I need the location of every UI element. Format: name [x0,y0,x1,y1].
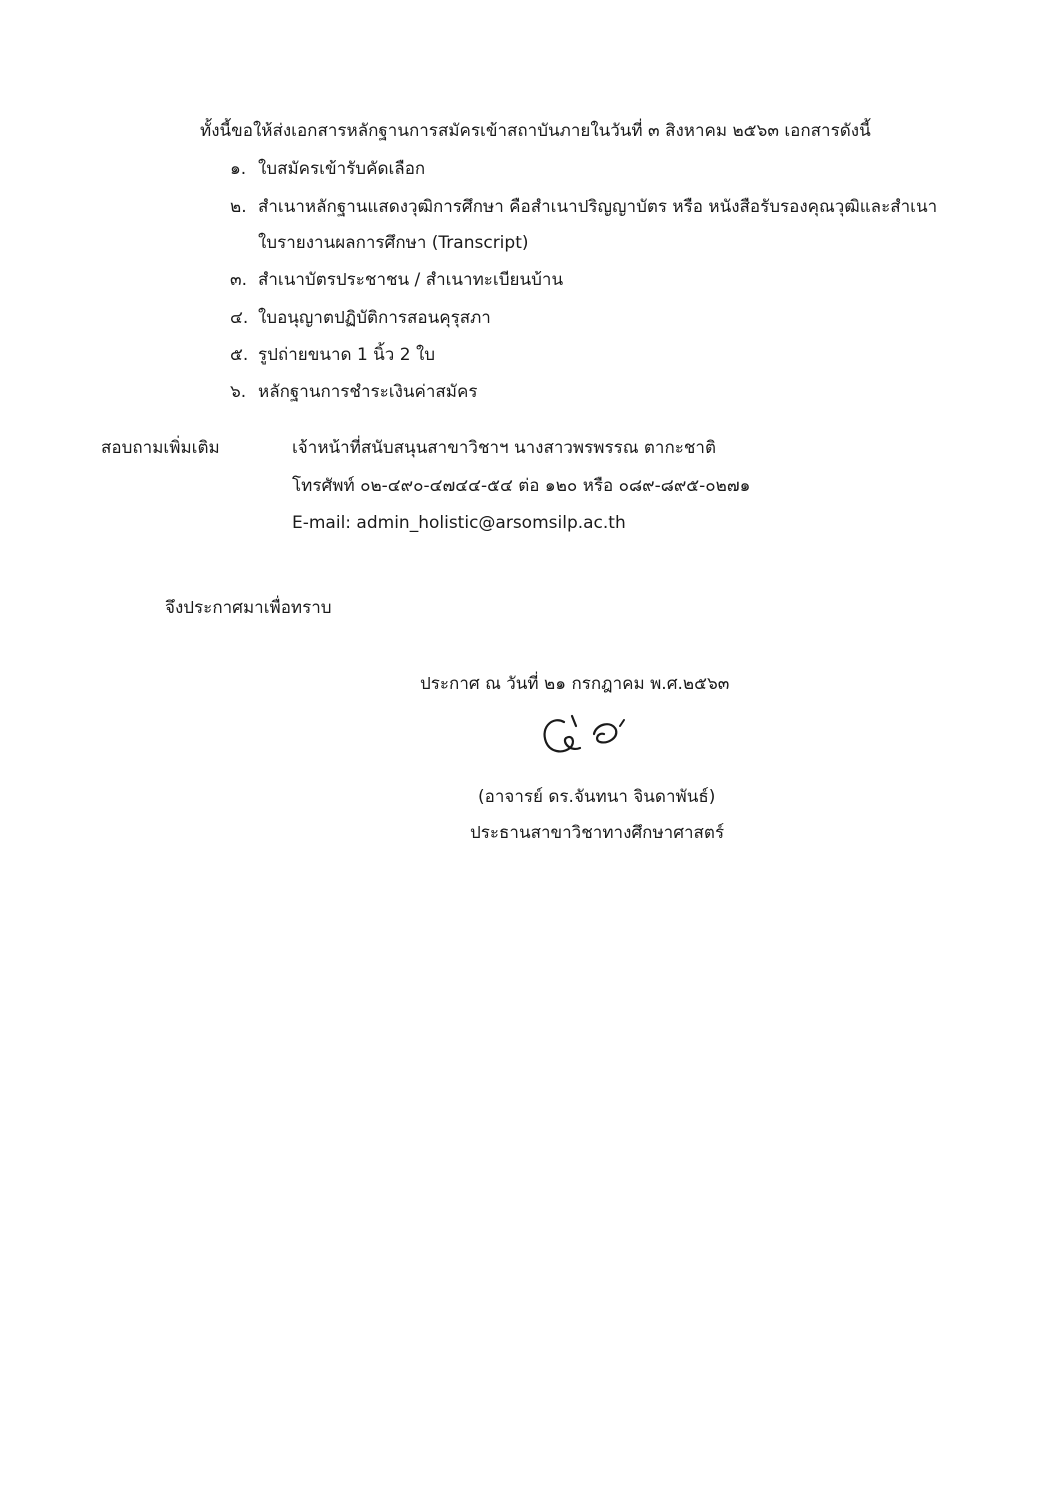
list-item: ใบอนุญาตปฏิบัติการสอนคุรุสภา [258,308,491,328]
list-item: ใบสมัครเข้ารับคัดเลือก [258,159,426,179]
list-number: ๔. [230,308,249,328]
list-item: สำเนาหลักฐานแสดงวุฒิการศึกษา คือสำเนาปริญญาบัตร หรือ หนังสือรับรองคุณวุฒิและสำเนา [258,197,938,217]
list-item-continuation: ใบรายงานผลการศึกษา (Transcript) [258,233,529,253]
list-number: ๖. [230,382,247,402]
list-number: ๑. [230,159,247,179]
signer-title: ประธานสาขาวิชาทางศึกษาศาสตร์ [470,823,725,843]
contact-phone: โทรศัพท์ ๐๒-๔๙๐-๔๗๔๔-๕๔ ต่อ ๑๒๐ หรือ ๐๘๙-๘๙๕-๐๒๗๑ [292,476,751,496]
signature-image [536,712,636,768]
list-item: สำเนาบัตรประชาชน / สำเนาทะเบียนบ้าน [258,270,564,290]
intro-text: ทั้งนี้ขอให้ส่งเอกสารหลักฐานการสมัครเข้าสถาบันภายในวันที่ ๓ สิงหาคม ๒๕๖๓ เอกสารดังนี้ [200,121,871,141]
list-item: รูปถ่ายขนาด 1 นิ้ว 2 ใบ [258,345,436,365]
list-number: ๕. [230,345,249,365]
contact-label: สอบถามเพิ่มเติม [101,438,220,458]
list-item: หลักฐานการชำระเงินค่าสมัคร [258,382,478,402]
contact-person: เจ้าหน้าที่สนับสนุนสาขาวิชาฯ นางสาวพรพรรณ ตากะชาติ [292,438,717,458]
signer-name: (อาจารย์ ดร.จันทนา จินดาพันธ์) [478,787,716,807]
announcement-date: ประกาศ ณ วันที่ ๒๑ กรกฎาคม พ.ศ.๒๕๖๓ [420,674,730,694]
closing-text: จึงประกาศมาเพื่อทราบ [165,598,332,618]
list-number: ๓. [230,270,248,290]
contact-email: E-mail: admin_holistic@arsomsilp.ac.th [292,513,626,533]
list-number: ๒. [230,197,247,217]
